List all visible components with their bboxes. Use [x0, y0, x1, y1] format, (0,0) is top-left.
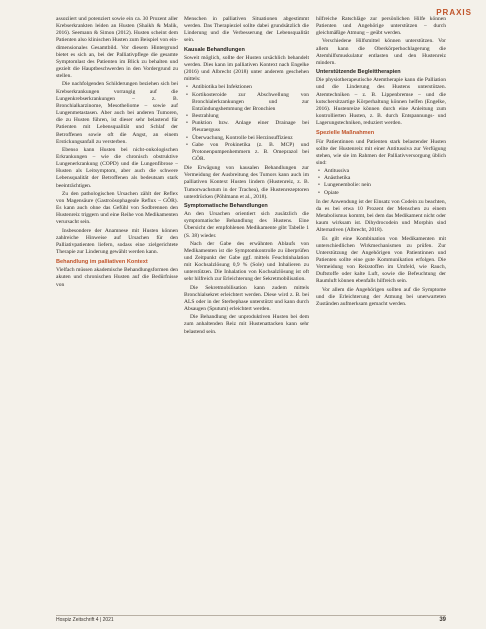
subheading: Kausale Behandlungen	[184, 46, 245, 53]
paragraph: Die nachfolgenden Schilderungen beziehen sich bei Krebserkrankungen vorrangig auf die Lungenkrebserkrankungen – z. B. Bronchialkarzinome, Mesotheliome – sowie auf Lungenmetastasen. Aber auch bei anderen Tumoren, die zu Husten führen, ist dieser sehr belastend für Patienten mit Lebensqualität und Schlaf der Betroffenen sowie oft die Angst, an einem Erstickungsanfall zu versterben.	[56, 81, 178, 145]
paragraph: Zu den pathologischen Ursachen zählt der Reflex von Magensäure (Gastroösophageale Reflux – GÖR). Es kann auch ohne das Gefühl von Sodbrennen den Hustenreiz triggern und eine Reihe von Medikamenten verursacht sein.	[56, 190, 178, 226]
list-item: • Antibiotika bei Infektionen	[192, 84, 309, 91]
column-1	[56, 16, 178, 611]
page-number: 39	[439, 617, 446, 623]
paragraph: assoziiert und potenziert sowie ein ca. 30 Prozent aller Krebserkrankten leiden an Husten (Shaikh & Malik, 2016). Seemann & Simon (2012). Husten scheint dem Patienten also klinischen Husten zum Beispiel von ein-dimensionales Gesamtbild. Vor diesem Hintergrund bietet es sich an, bei der Palliativpflege die gesamte Symptomlast des Patienten im Blick zu behalten und gezielt die Hauptbeschwerden in den Vordergrund zu stellen.	[56, 16, 178, 80]
paragraph: Die physiotherapeutische Atemtherapie kann die Palliation und die Linderung des Hustens unterstützen. Atemtechniken – z. B. Lippenbremse – und die kutschersitzartige Körperhaltung können helfen (Engelke, 2016). Hustenreize können durch eine Anleitung zum kontrollierten Husten, z. B. durch Entspannungs- und Lagerungstechniken, reduziert werden.	[316, 77, 446, 127]
paragraph: Vor allem die Angehörigen sollten auf die Symptome und die Erleichterung der Atmung bei unerwarteten Zuständen aufmerksam gemacht werden.	[316, 286, 446, 307]
section-label: PRAXIS	[436, 8, 472, 17]
paragraph: Vielfach müssen akademische Behandlungsformen den akuten und chronischen Husten auf die Bedürfnisse von	[56, 267, 178, 288]
paragraph: Es gilt eine Kombination von Medikamenten mit unterschiedlichen Wirkmechanismen zu prüfen. Zur Unterstützung der Angehörigen von Patientinnen und Patienten sollte eine gute Kommunikation erfolgen. Die Vermeidung von Reizstoffen im Umfeld, wie Rauch, Duftstoffe oder kalte Luft, sowie die Befeuchtung der Raumluft können ebenfalls hilfreich sein.	[316, 235, 446, 285]
list-item: • Antitussiva	[324, 168, 446, 175]
subheading: Unterstützende Begleittherapien	[316, 69, 401, 76]
paragraph: Für Patientinnen und Patienten stark belastender Husten sollte der Hustenreiz mit einer Antitussiva zur Verfügung stehen, wie sie im Rahmen der Palliativversorgung üblich sind:	[316, 138, 446, 166]
list-item: • Anästhetika	[324, 175, 446, 182]
section-heading: Behandlung im palliativen Kontext	[56, 259, 148, 266]
column-2	[184, 16, 309, 611]
paragraph: Die Sekretmobilisation kann zudem mittels Bronchialsekret erleichtert werden. Diese wird z. B. bei ALS oder in der Sterbephase unterstützt und kann durch Absaugen (Sputum) erleichtert werden.	[184, 284, 309, 313]
bullet-list	[316, 168, 446, 197]
paragraph: Insbesondere der Anamnese mit Husten können zahlreiche Hinweise auf Ursachen für den Palliativpatienten liefern, sodass eine zielgerichtete Therapie zur Linderung gewählt werden kann.	[56, 227, 178, 255]
paragraph: Die Behandlung der unproduktiven Husten bei dem zum anhaltenden Reiz mit Hustenattacken kann sehr belastend sein.	[184, 314, 309, 335]
section-heading: Spezielle Maßnahmen	[316, 130, 375, 137]
paragraph: An den Ursachen orientiert sich zusätzlich die symptomatische Behandlung des Hustens. Eine Übersicht der empfohlenen Medikamente gibt Tabelle 1 (S. 38) wieder.	[184, 211, 309, 239]
column-3	[316, 16, 446, 611]
footer-rule	[56, 615, 446, 616]
paragraph: hilfreiche Ratschläge zur persönlichen Hilfe können Patienten und Angehörige unterstützen – durch gleichmäßige Atmung – geübt werden.	[316, 16, 446, 37]
list-item: • Kortikosteroide zur Abschwellung von Bronchialerkrankungen und zur Entzündungshemmung der Bronchien	[192, 92, 309, 113]
subheading: Symptomatische Behandlungen	[184, 202, 268, 209]
list-item: • Punktion bzw. Anlage einer Drainage bei Pleuraerguss	[192, 120, 309, 134]
footer-journal: Hospiz Zeitschrift 4 | 2021	[56, 617, 114, 623]
paragraph: Ebenso kann Husten bei nicht-onkologischen Erkrankungen – wie die chronisch obstruktive Lungenerkrankung (COPD) und die Lungenfibrose – Husten als Leitsymptom, aber auch die schwere Lebensqualität der Betroffenen als bedeutsam stark beeinträchtigen.	[56, 146, 178, 189]
paragraph: In der Anwendung ist der Einsatz von Codein zu beachten, da es bei etwa 10 Prozent der Menschen zu einem Metabolismus kommt, bei dem das Medikament nicht oder kaum wirksam ist. Dihydrocodein und Morphin sind Alternativen (Albrecht, 2018).	[316, 198, 446, 234]
bullet-list	[184, 84, 309, 163]
list-item: • Bestrahlung	[192, 113, 309, 120]
paragraph: Menschen in palliativen Situationen abgestimmt werden. Das Therapieziel sollte dabei grundsätzlich die Linderung und die Verbesserung der Lebensqualität sein.	[184, 16, 309, 44]
list-item: • Gabe von Prokinetika (z. B. MCP) und Protonenpumpenhemmern z. B. Omeprazol bei GÖR.	[192, 142, 309, 163]
paragraph: Die Erwägung von kausalen Behandlungen zur Vermeidung der Ausbreitung des Tumors kann auch im palliativen Kontext Husten lindern (Hustenreiz, z. B. Tumorwachstum in der Trachea), die Hustenrezeptoren unterdrücken (Pöhlmann et al., 2018).	[184, 165, 309, 200]
list-item: • Überwachung, Kontrolle bei Herzinsuffizienz	[192, 135, 309, 142]
paragraph: Nach der Gabe des erwähnten Ablaufs von Medikamenten ist die Symptomkontrolle zu überprüfen und Zeitpunkt der Gabe ggf. mittels Feuchtinhalation mit Kochsalzlösung 0,9 % (Sole) und Inhalieren zu unterstützen. Die Inhalation von Kochsalzlösung ist oft sehr hilfreich zur Erleichterung der Sekretmobilisation.	[184, 240, 309, 283]
list-item: • Opiate	[324, 190, 446, 197]
list-item: • Lungenembolie: nein	[324, 182, 446, 189]
paragraph: Verschiedene Hilfsmittel können unterstützen. Vor allem kann die Oberkörperhochlagerung die Atemhilfsmuskulatur entlasten und den Hustenreiz mindern.	[316, 38, 446, 66]
paragraph: Soweit möglich, sollte der Husten ursächlich behandelt werden. Dies kann im palliativen Kontext nach Engelke (2016) und Albrecht (2018) unter anderem geschehen mittels:	[184, 54, 309, 83]
